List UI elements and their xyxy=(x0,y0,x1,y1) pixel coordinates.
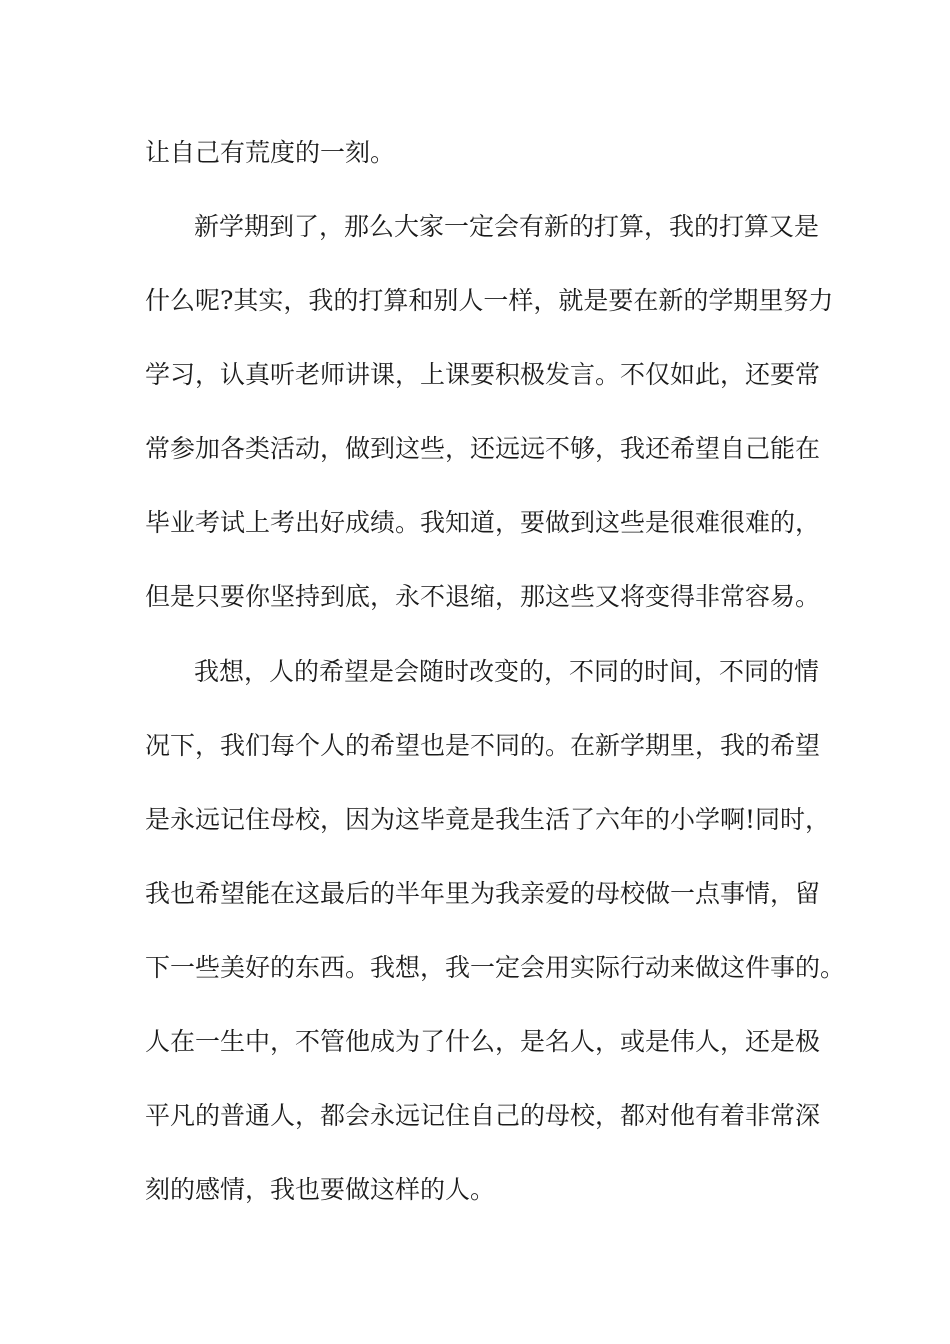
text-line: 我也希望能在这最后的半年里为我亲爱的母校做一点事情，留 xyxy=(145,879,821,908)
text-line: 刻的感情，我也要做这样的人。 xyxy=(145,1175,496,1204)
text-line: 常参加各类活动，做到这些，还远远不够，我还希望自己能在 xyxy=(145,434,821,463)
text-line: 况下，我们每个人的希望也是不同的。在新学期里，我的希望 xyxy=(145,731,821,760)
text-line: 平凡的普通人，都会永远记住自己的母校，都对他有着非常深 xyxy=(145,1101,821,1130)
text-line: 让自己有荒度的一刻。 xyxy=(145,138,396,167)
text-line: 人在一生中，不管他成为了什么，是名人，或是伟人，还是极 xyxy=(145,1027,821,1056)
text-line: 什么呢?其实，我的打算和别人一样，就是要在新的学期里努力 xyxy=(145,286,834,315)
text-line: 毕业考试上考出好成绩。我知道，要做到这些是很难很难的， xyxy=(145,508,821,537)
text-line: 学习，认真听老师讲课，上课要积极发言。不仅如此，还要常 xyxy=(145,360,821,389)
text-line: 下一些美好的东西。我想，我一定会用实际行动来做这件事的。 xyxy=(145,953,846,982)
text-line: 但是只要你坚持到底，永不退缩，那这些又将变得非常容易。 xyxy=(145,582,821,611)
text-line: 是永远记住母校，因为这毕竟是我生活了六年的小学啊!同时， xyxy=(145,805,831,834)
paragraph-start-line: 我想，人的希望是会随时改变的，不同的时间，不同的情 xyxy=(194,657,820,686)
paragraph-start-line: 新学期到了，那么大家一定会有新的打算，我的打算又是 xyxy=(194,212,820,241)
